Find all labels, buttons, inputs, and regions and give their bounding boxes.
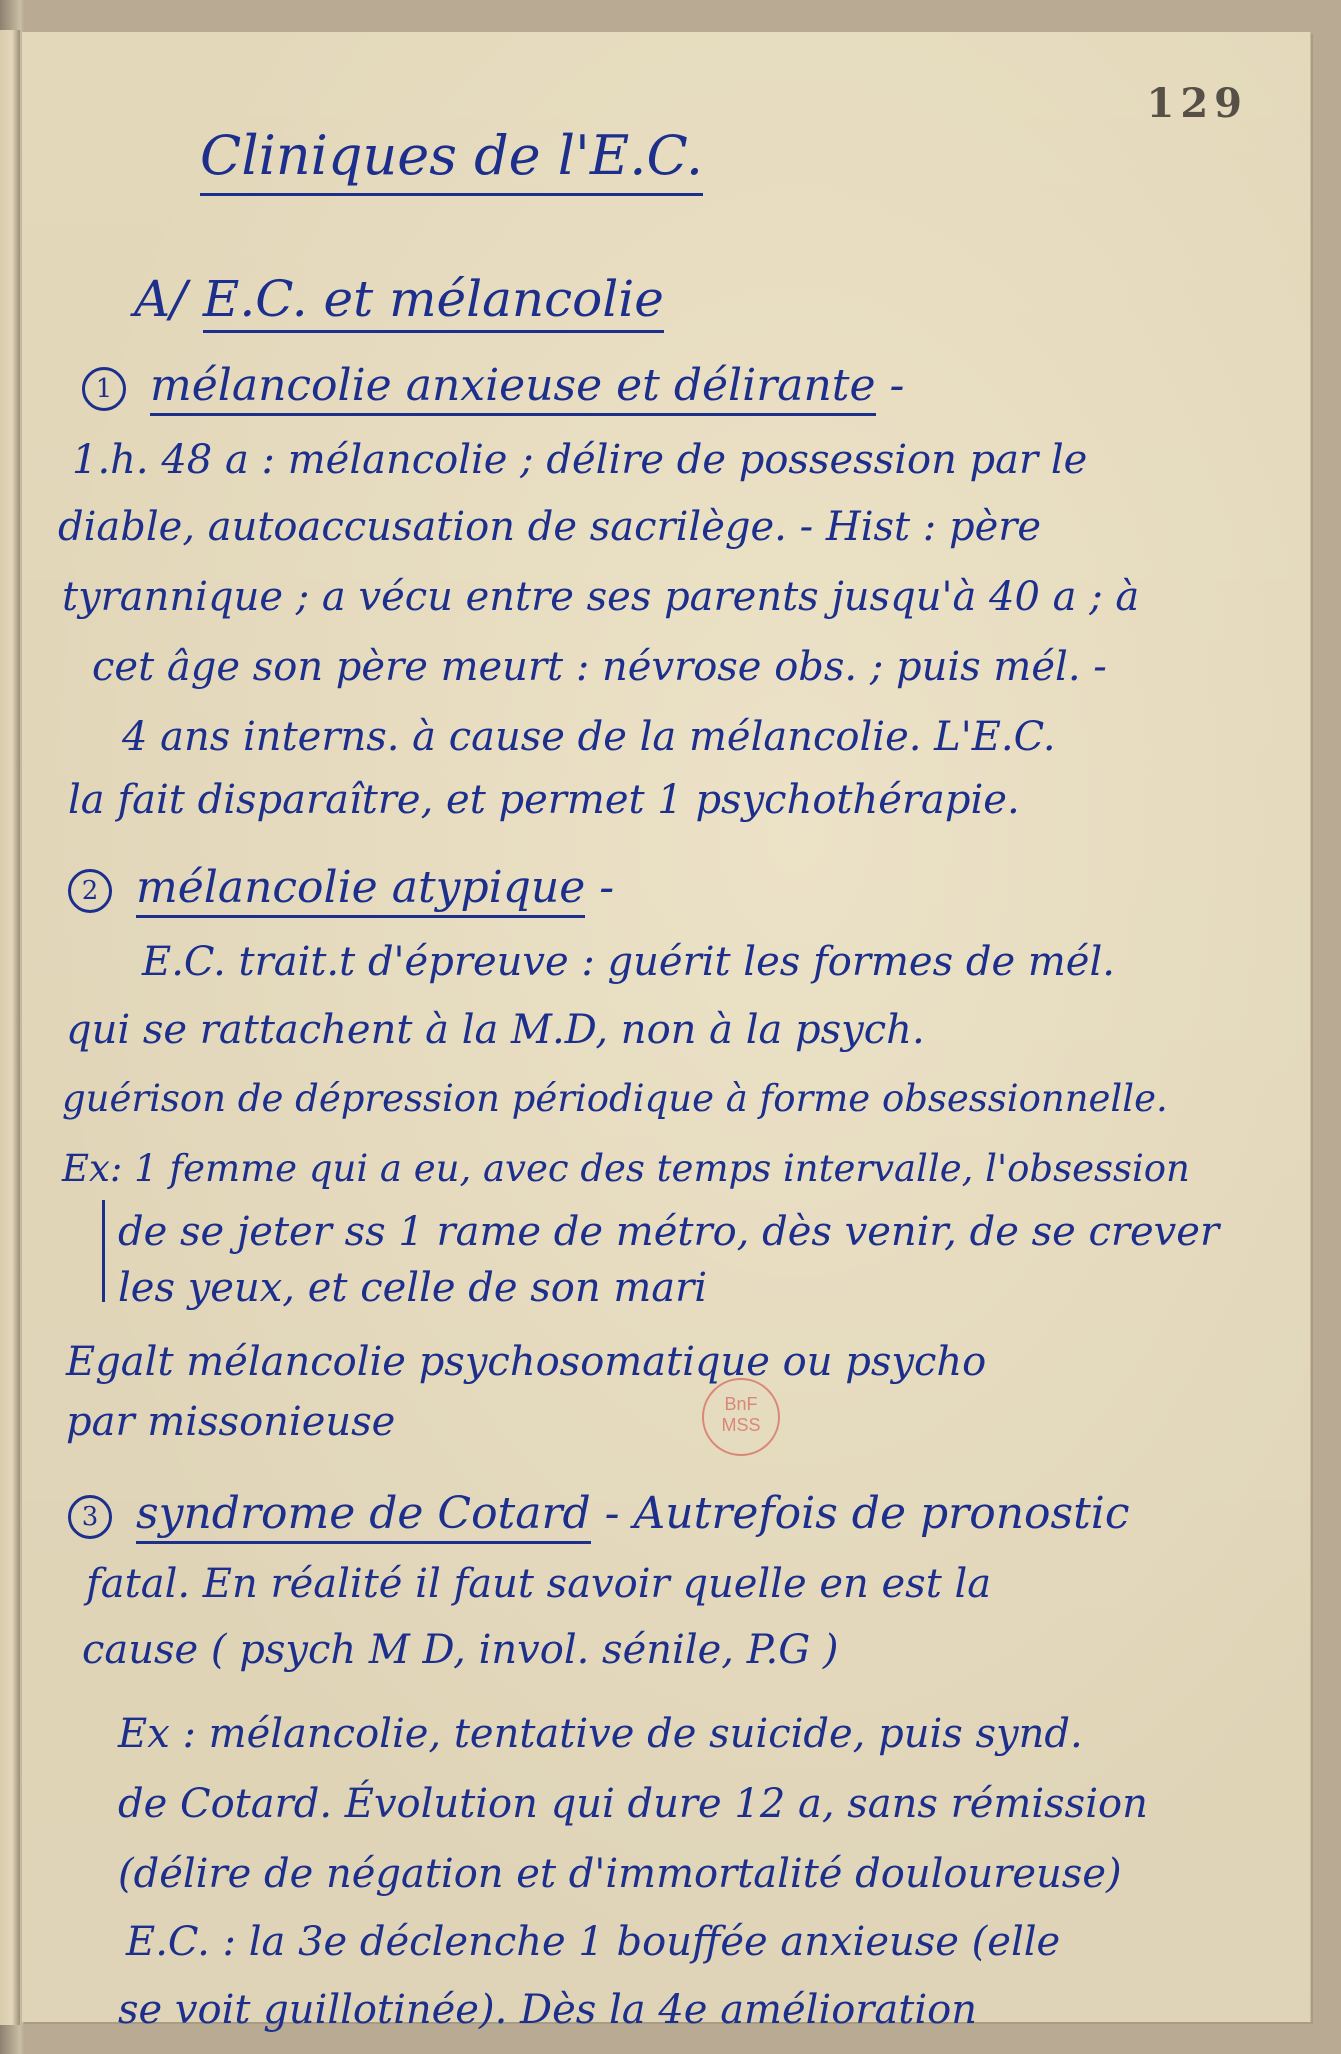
- page-title: Cliniques de l'E.C.: [200, 124, 703, 196]
- item-3-heading: [68, 1488, 1130, 1539]
- item-2-line-4: Ex: 1 femme qui a eu, avec des temps intervalle, l'obsession: [62, 1147, 1190, 1190]
- item-1-title: mélancolie anxieuse et délirante: [150, 360, 876, 416]
- item-3-line-2: cause ( psych M D, invol. sénile, P.G ): [82, 1627, 839, 1673]
- item-3-line-4: de Cotard. Évolution qui dure 12 a, sans rémission: [118, 1781, 1148, 1827]
- bnf-mss-stamp: BnF MSS: [702, 1378, 780, 1456]
- item-2-number: 2: [68, 869, 112, 913]
- section-a-heading: [134, 270, 664, 328]
- item-2-line-3: guérison de dépression périodique à forme obsessionnelle.: [62, 1077, 1168, 1120]
- item-1-line-4: cet âge son père meurt : névrose obs. ; puis mél. -: [92, 644, 1107, 690]
- item-3-line-7: se voit guillotinée). Dès la 4e amélioration: [118, 1987, 977, 2033]
- item-2-line-8: par missonieuse: [66, 1399, 396, 1445]
- item-1-line-6: la fait disparaître, et permet 1 psychothérapie.: [68, 777, 1020, 823]
- item-3-line-6: E.C. : la 3e déclenche 1 bouffée anxieuse (elle: [126, 1919, 1061, 1965]
- item-3-title: syndrome de Cotard: [136, 1488, 591, 1544]
- item-2-heading: [68, 862, 615, 913]
- item-3-number: 3: [68, 1495, 112, 1539]
- item-2-title-tail: -: [585, 862, 615, 913]
- item-2-line-6: les yeux, et celle de son mari: [118, 1265, 708, 1311]
- item-3-line-1: fatal. En réalité il faut savoir quelle en est la: [86, 1561, 992, 1607]
- item-3-line-5: (délire de négation et d'immortalité douloureuse): [118, 1851, 1122, 1897]
- item-2-line-7: Egalt mélancolie psychosomatique ou psycho: [66, 1339, 987, 1385]
- item-1-line-2: diable, autoaccusation de sacrilège. - Hist : père: [58, 504, 1042, 550]
- previous-page-edge: [0, 30, 20, 2025]
- page-number: 129: [1146, 80, 1248, 127]
- item-1-number: 1: [82, 367, 126, 411]
- item-1-line-1: 1.h. 48 a : mélancolie ; délire de possession par le: [72, 437, 1088, 483]
- item-1-heading: [82, 360, 905, 411]
- margin-bracket: [102, 1200, 105, 1302]
- item-1-line-3: tyrannique ; a vécu entre ses parents jusqu'à 40 a ; à: [62, 574, 1140, 620]
- item-2-title: mélancolie atypique: [136, 862, 585, 918]
- section-a-label: E.C. et mélancolie: [203, 270, 664, 333]
- item-2-line-2: qui se rattachent à la M.D, non à la psych.: [66, 1007, 925, 1053]
- item-1-line-5: 4 ans interns. à cause de la mélancolie. L'E.C.: [122, 714, 1056, 760]
- section-a-marker: A/: [134, 270, 187, 328]
- item-1-title-tail: -: [875, 360, 905, 411]
- manuscript-page: [22, 32, 1311, 2033]
- item-3-title-tail: - Autrefois de pronostic: [590, 1488, 1130, 1539]
- item-2-line-1: E.C. trait.t d'épreuve : guérit les formes de mél.: [142, 939, 1115, 985]
- item-2-line-5: de se jeter ss 1 rame de métro, dès venir, de se crever: [118, 1209, 1220, 1255]
- item-3-line-3: Ex : mélancolie, tentative de suicide, puis synd.: [118, 1711, 1083, 1757]
